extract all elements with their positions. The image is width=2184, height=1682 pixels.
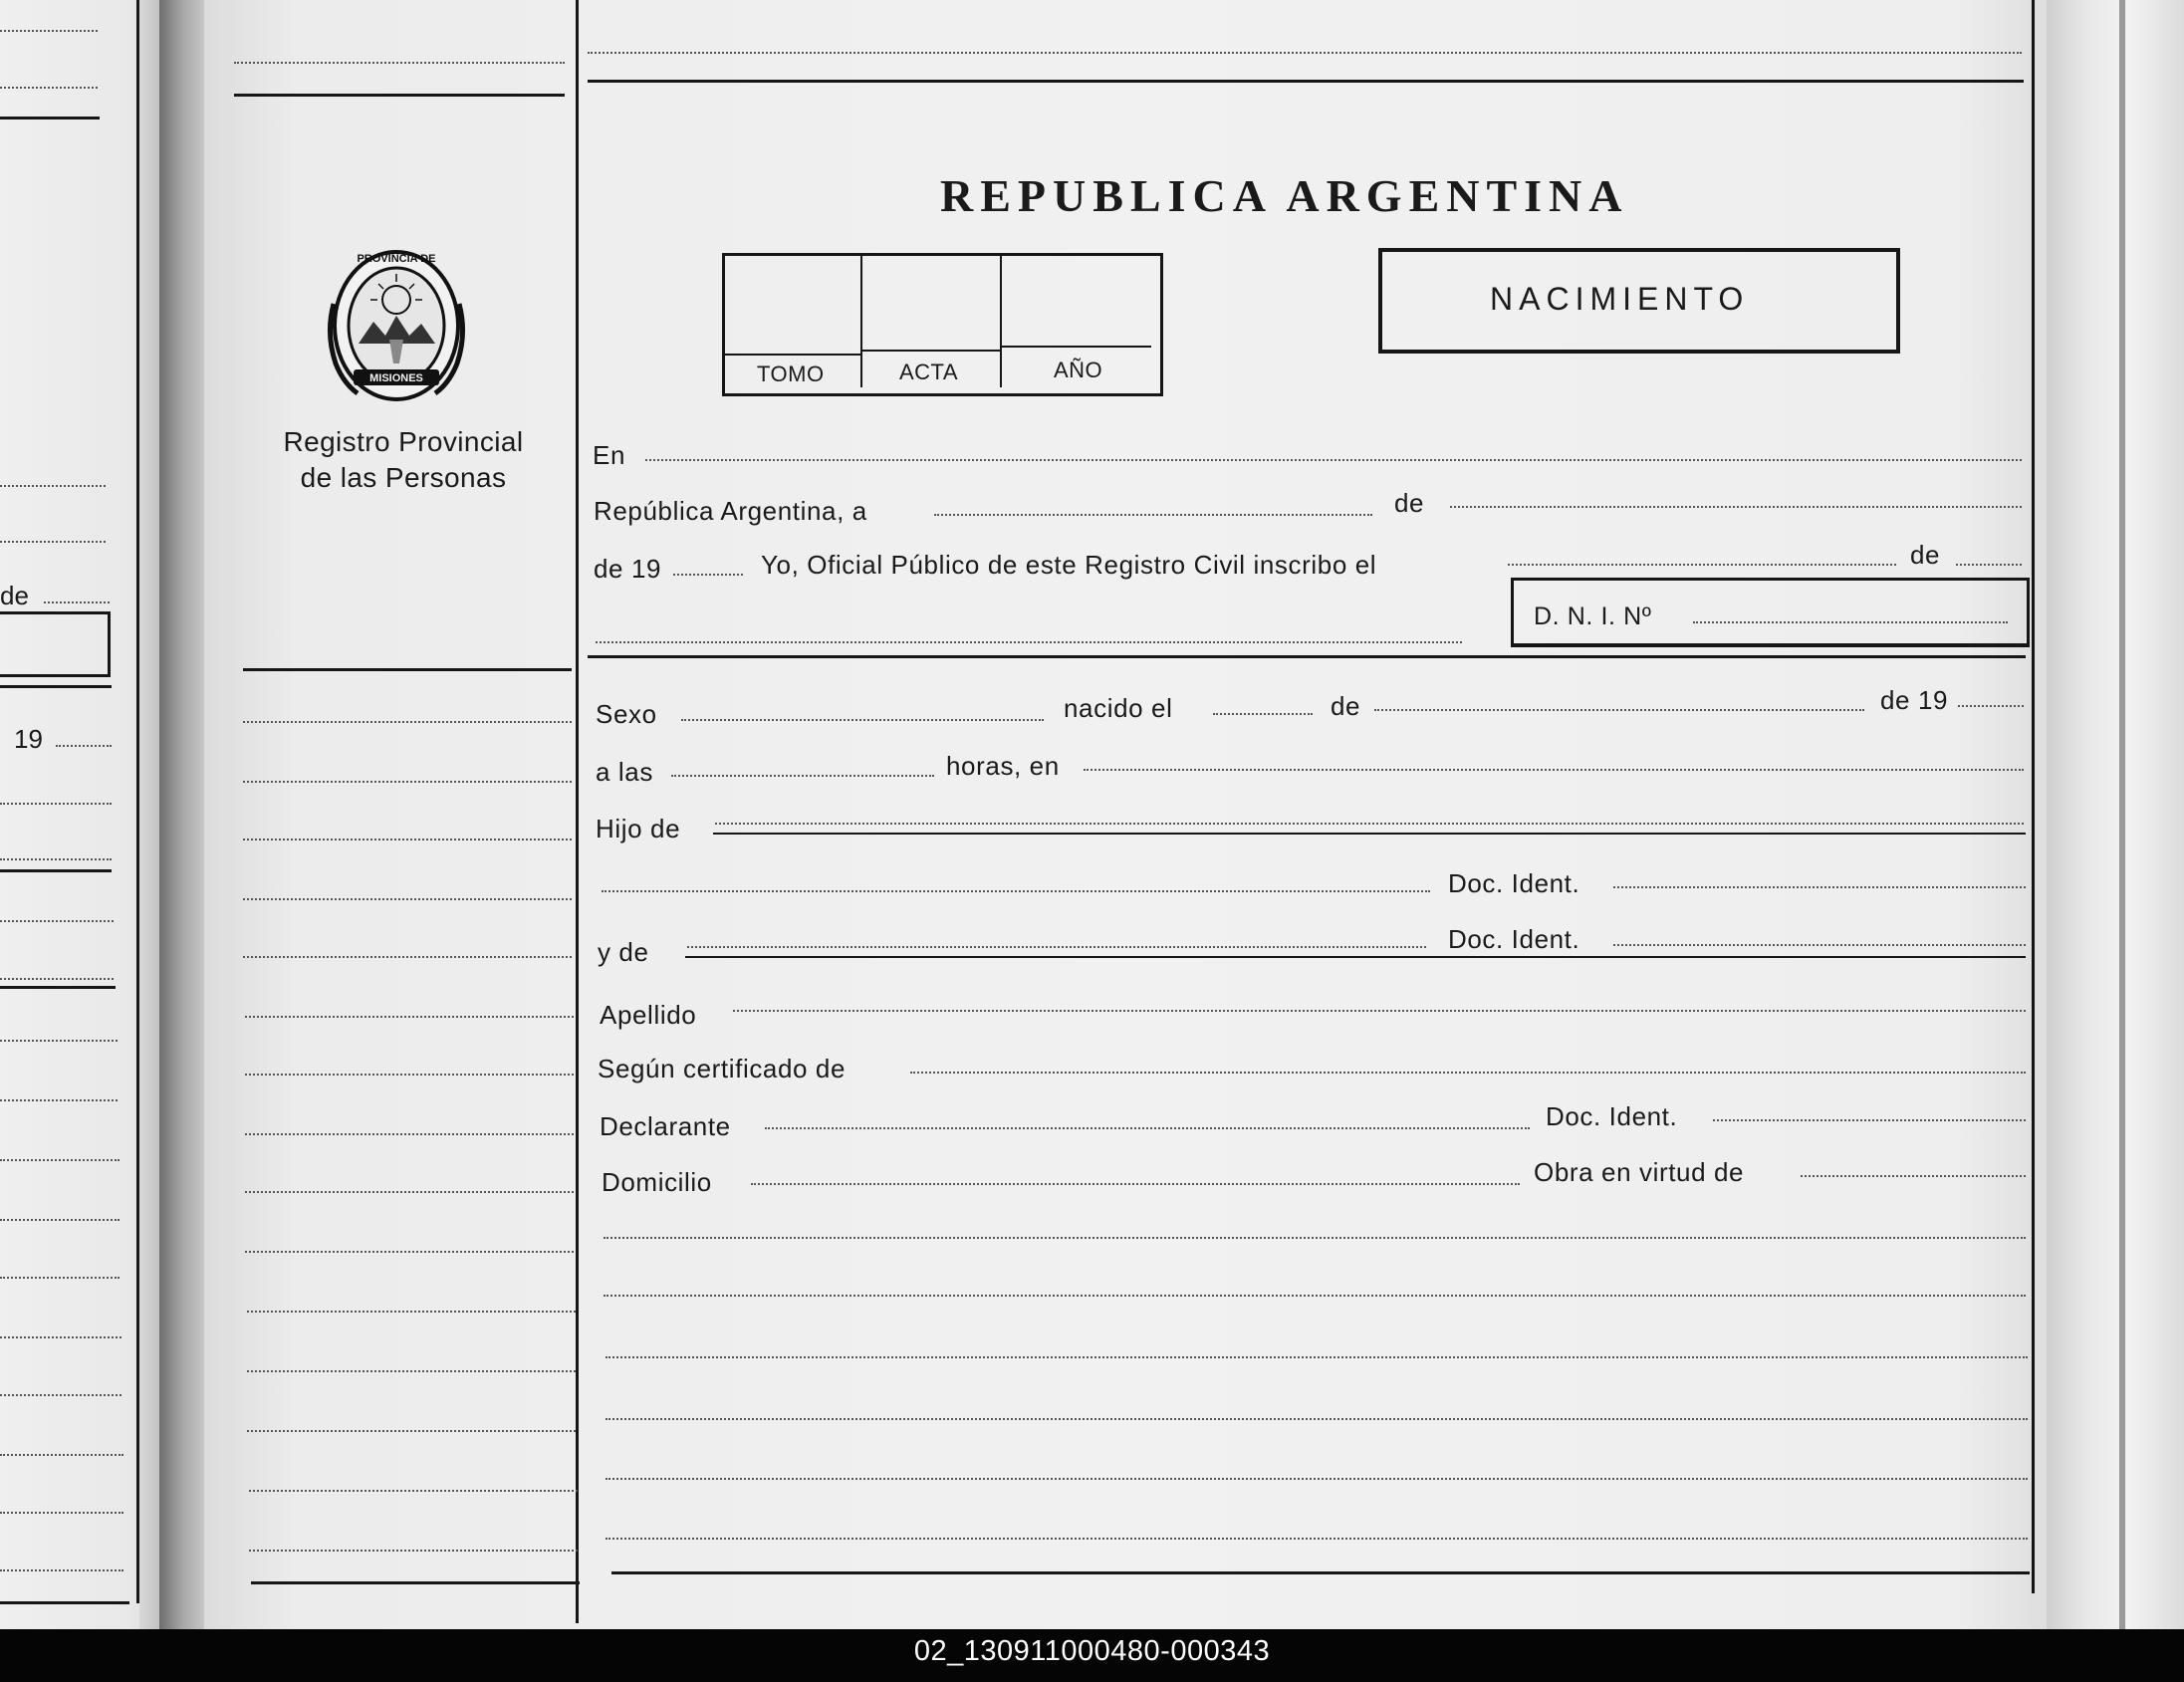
field-line (596, 641, 1462, 643)
svg-text:PROVINCIA DE: PROVINCIA DE (357, 253, 436, 265)
right-page-stack (2047, 0, 2184, 1629)
left-dotted-line (0, 1159, 120, 1161)
column-divider (576, 0, 579, 1623)
label-apellido: Apellido (600, 1000, 697, 1030)
left-dotted-line (0, 803, 112, 805)
field-line (1613, 886, 2026, 888)
label-nacido-el: nacido el (1064, 693, 1173, 723)
label-republica: República Argentina, a (594, 496, 867, 526)
field-line (1374, 709, 1864, 711)
label-doc-ident: Doc. Ident. (1546, 1101, 1678, 1131)
label-domicilio: Domicilio (602, 1167, 712, 1197)
label-de: de (1331, 691, 1361, 721)
field-line (606, 1478, 2028, 1480)
left-dotted-line (0, 978, 114, 980)
margin-line (243, 839, 572, 841)
field-line (681, 719, 1044, 721)
field-line (604, 1237, 2026, 1239)
left-page-rule (0, 986, 116, 989)
field-line (1213, 713, 1313, 715)
box-rule (860, 350, 1000, 352)
left-dotted-line (44, 601, 110, 603)
field-line (606, 1356, 2028, 1358)
field-line (606, 1538, 2028, 1540)
svg-text:MISIONES: MISIONES (369, 372, 423, 384)
margin-line (245, 1191, 574, 1193)
left-page-rule (0, 869, 112, 872)
margin-line (247, 1430, 576, 1432)
registry-name-line1: Registro Provincial (283, 426, 524, 457)
acta-label: ACTA (899, 360, 959, 384)
field-line (733, 1010, 2026, 1012)
document-title: REPUBLICA ARGENTINA (940, 170, 1629, 221)
left-dotted-line (0, 1277, 120, 1279)
left-dotted-line (0, 541, 106, 543)
left-page-rule (0, 685, 112, 688)
field-line (1713, 1119, 2026, 1121)
label-yo-oficial: Yo, Oficial Público de este Registro Civil inscribo el (761, 550, 1377, 580)
box-divider (860, 256, 862, 387)
label-de-19: de 19 (1880, 685, 1949, 715)
box-rule (1000, 346, 1151, 348)
bottom-rule-left (251, 1581, 580, 1584)
field-line (1801, 1175, 2026, 1177)
left-dotted-line (56, 745, 112, 747)
label-en: En (593, 440, 626, 470)
left-dotted-line (0, 1454, 123, 1456)
left-box (0, 611, 111, 677)
field-line (673, 574, 743, 576)
label-declarante: Declarante (600, 1111, 731, 1141)
label-y-de: y de (598, 937, 649, 967)
page-right-border (2032, 0, 2035, 1593)
left-dotted-line (0, 858, 112, 860)
field-line (671, 775, 934, 777)
main-page (204, 0, 2047, 1629)
label-doc-ident: Doc. Ident. (1448, 924, 1580, 954)
ano-label: AÑO (1054, 358, 1103, 382)
field-line (934, 514, 1372, 516)
margin-line (245, 1074, 574, 1076)
top-dotted-line (588, 52, 2022, 54)
field-line (1450, 506, 2022, 508)
margin-line (243, 721, 572, 723)
label-sexo: Sexo (596, 699, 657, 729)
left-dotted-line (0, 1512, 123, 1514)
field-line (602, 890, 1430, 892)
margin-line (243, 956, 572, 958)
top-rule-left (234, 94, 565, 97)
label-de: de (1394, 488, 1425, 518)
underline (713, 833, 2026, 835)
field-line (687, 946, 1426, 948)
field-line (606, 1418, 2028, 1420)
field-line (1958, 705, 2024, 707)
field-line (645, 459, 2022, 461)
field-line (1613, 944, 2026, 946)
registry-name-line2: de las Personas (300, 462, 507, 493)
section-rule-left (243, 668, 572, 671)
margin-line (243, 781, 572, 783)
box-rule (725, 354, 860, 356)
label-horas-en: horas, en (946, 751, 1060, 781)
field-line (604, 1295, 2026, 1297)
underline (685, 956, 2026, 958)
margin-line (245, 1133, 574, 1135)
image-id-caption: 02_130911000480-000343 (913, 1635, 1271, 1667)
field-line (1956, 564, 2022, 566)
field-line (765, 1127, 1530, 1129)
left-page-border (136, 0, 139, 1603)
left-dotted-line (0, 1099, 118, 1101)
misiones-seal-icon (324, 244, 469, 407)
label-dni: D. N. I. Nº (1534, 602, 1652, 630)
label-segun-certificado: Según certificado de (598, 1054, 847, 1083)
left-dotted-line (0, 1336, 121, 1338)
field-line (910, 1072, 2026, 1074)
left-dotted-line (0, 1219, 120, 1221)
left-dotted-line (0, 1040, 118, 1042)
label-obra-en-virtud: Obra en virtud de (1534, 1157, 1745, 1187)
left-dotted-line (0, 485, 106, 487)
margin-line (249, 1550, 578, 1552)
left-dotted-line (0, 87, 98, 89)
margin-line (245, 1251, 574, 1253)
section-rule-right (588, 655, 2026, 658)
tomo-label: TOMO (757, 361, 825, 386)
margin-line (243, 898, 572, 900)
left-de-text: de (0, 581, 29, 610)
left-dotted-line (0, 30, 98, 32)
left-dotted-line (0, 1569, 123, 1571)
margin-line (247, 1370, 576, 1372)
left-page-rule (0, 117, 100, 120)
left-dotted-line (0, 920, 114, 922)
top-rule-right (588, 80, 2024, 83)
margin-line (249, 1490, 578, 1492)
label-de-19: de 19 (594, 554, 662, 584)
left-19-text: 19 (14, 724, 43, 754)
registry-name (269, 424, 538, 496)
margin-line (245, 1016, 574, 1018)
left-dotted-line (0, 1394, 121, 1396)
field-line (715, 823, 2024, 825)
dni-field-line (1693, 621, 2008, 623)
label-doc-ident: Doc. Ident. (1448, 868, 1580, 898)
top-dotted-line (234, 62, 565, 64)
label-a-las: a las (596, 757, 653, 787)
document-type-label: NACIMIENTO (1490, 281, 1750, 317)
right-page-stack-line (2119, 0, 2125, 1629)
field-line (1084, 769, 2024, 771)
box-divider (1000, 256, 1002, 387)
field-line (751, 1183, 1520, 1185)
margin-line (247, 1311, 576, 1313)
tomo-acta-ano-box (722, 253, 1163, 396)
label-de: de (1910, 540, 1941, 570)
field-line (1508, 564, 1896, 566)
label-hijo-de: Hijo de (596, 814, 681, 843)
bottom-rule-right (611, 1571, 2030, 1574)
left-page-rule (0, 1601, 129, 1604)
